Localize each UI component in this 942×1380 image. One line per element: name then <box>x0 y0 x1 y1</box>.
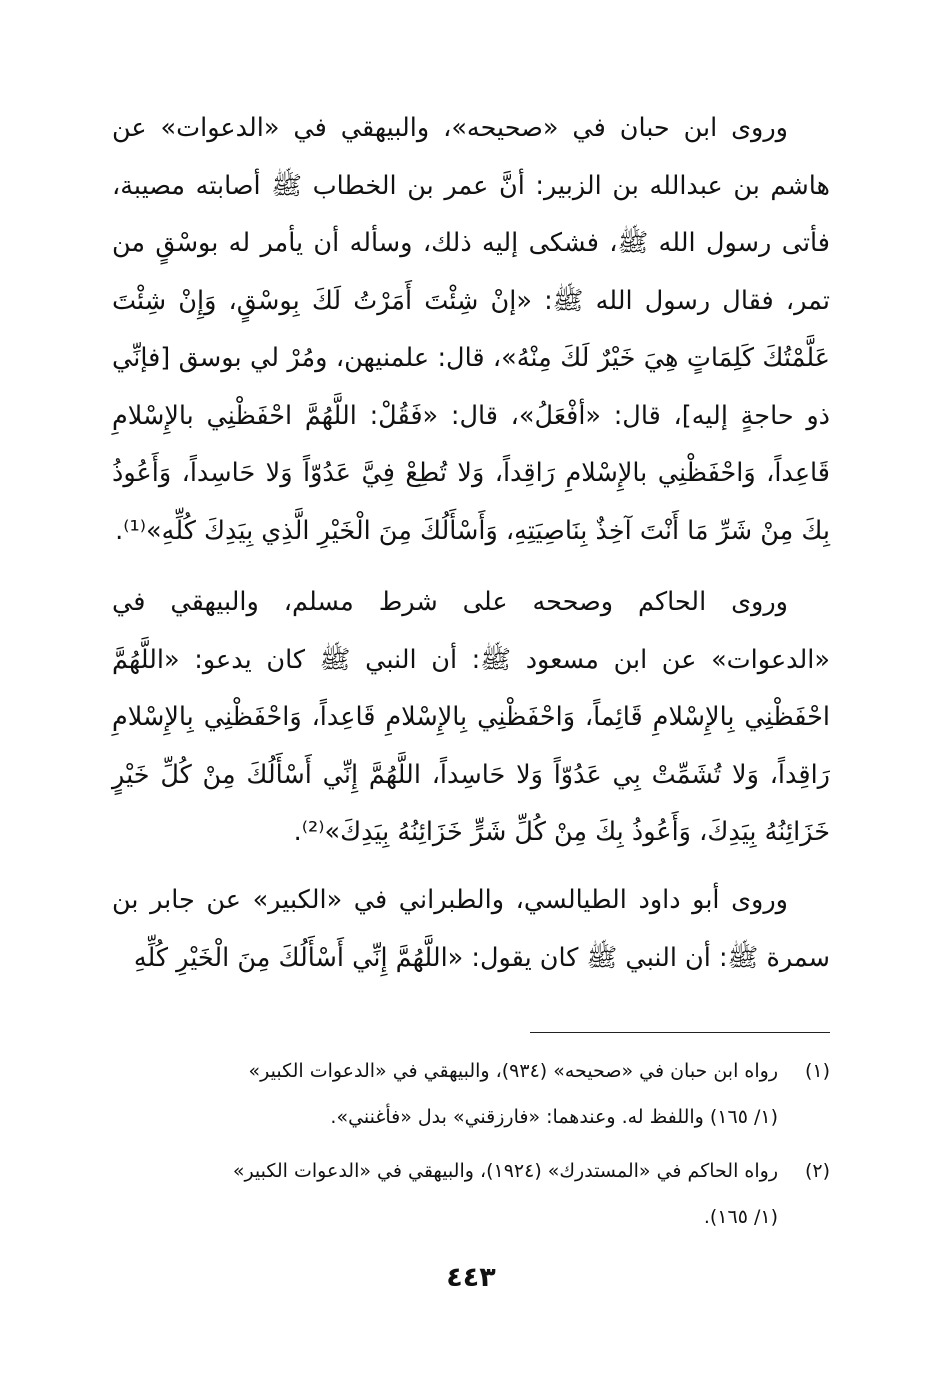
paragraph-2: وروى الحاكم وصححه على شرط مسلم، والبيهقي في «الدعوات» عن ابن مسعود ﷺ: أن النبي ﷺ كان يدعو: «اللَّهُمَّ احْفَظْنِي بِالإِسْلامِ قَائِماً، وَاحْفَظْنِي بِالإِسْلامِ قَاعِداً، وَاحْفَظْنِي بِالإِسْلامِ رَاقِداً، وَلا تُشَمِّتْ بِي عَدُوّاً وَلا حَاسِداً، اللَّهُمَّ إِنِّي أَسْأَلُكَ مِنْ كُلِّ خَيْرٍ خَزَائِنُهُ بِيَدِكَ، وَأَعُوذُ بِكَ مِنْ كُلِّ شَرٍّ خَزَائِنُهُ بِيَدِكَ»⁽²⁾. <box>112 587 830 847</box>
footnote-1-line-2: (١/ ١٦٥) واللفظ له. وعندهما: «فارزقني» بدل «فأغنني». <box>330 1106 778 1128</box>
footnote-separator <box>530 1032 830 1033</box>
footnote-1-marker: (١) <box>804 1060 830 1082</box>
paragraph-3: وروى أبو داود الطيالسي، والطبراني في «الكبير» عن جابر بن سمرة ﷺ: أن النبي ﷺ كان يقول: «اللَّهُمَّ إِنِّي أَسْأَلُكَ مِنَ الْخَيْرِ كُلِّهِ <box>112 885 830 973</box>
footnote-2-marker: (٢) <box>804 1160 830 1182</box>
paragraph-1: وروى ابن حبان في «صحيحه»، والبيهقي في «الدعوات» عن هاشم بن عبدالله بن الزبير: أنَّ عمر بن الخطاب ﷺ أصابته مصيبة، فأتى رسول الله ﷺ، فشكى إليه ذلك، وسأله أن يأمر له بوسْقٍ من تمر، فقال رسول الله ﷺ: «إنْ شِئْتَ أَمَرْتُ لَكَ بِوسْقٍ، وَإِنْ شِئْتَ عَلَّمْتُكَ كَلِمَاتٍ هِيَ خَيْرٌ لَكَ مِنْهُ»، قال: علمنيهن، ومُرْ لي بوسق [فإنِّي ذو حاجةٍ إليه]، قال: «أفْعَلُ»، قال: «فَقُلْ: اللَّهُمَّ احْفَظْنِي بالإِسْلامِ قَاعِداً، وَاحْفَظْنِي بالإِسْلامِ رَاقِداً، وَلا تُطِعْ فِيَّ عَدُوّاً وَلا حَاسِداً، وَأَعُوذُ بِكَ مِنْ شَرِّ مَا أَنْتَ آخِذٌ بِنَاصِيَتِهِ، وَأَسْأَلُكَ مِنَ الْخَيْرِ الَّذِي بِيَدِكَ كُلِّهِ»⁽¹⁾. <box>112 113 830 546</box>
footnote-2-line-1: رواه الحاكم في «المستدرك» (١٩٢٤)، والبيهقي في «الدعوات الكبير» <box>232 1160 778 1182</box>
footnote-2-line-2: (١/ ١٦٥). <box>703 1206 778 1228</box>
page-number: ٤٤٣ <box>446 1262 496 1293</box>
footnote-1-line-1: رواه ابن حبان في «صحيحه» (٩٣٤)، والبيهقي في «الدعوات الكبير» <box>248 1060 778 1082</box>
footnote-1 <box>112 1048 830 1140</box>
footnote-2 <box>112 1148 830 1240</box>
